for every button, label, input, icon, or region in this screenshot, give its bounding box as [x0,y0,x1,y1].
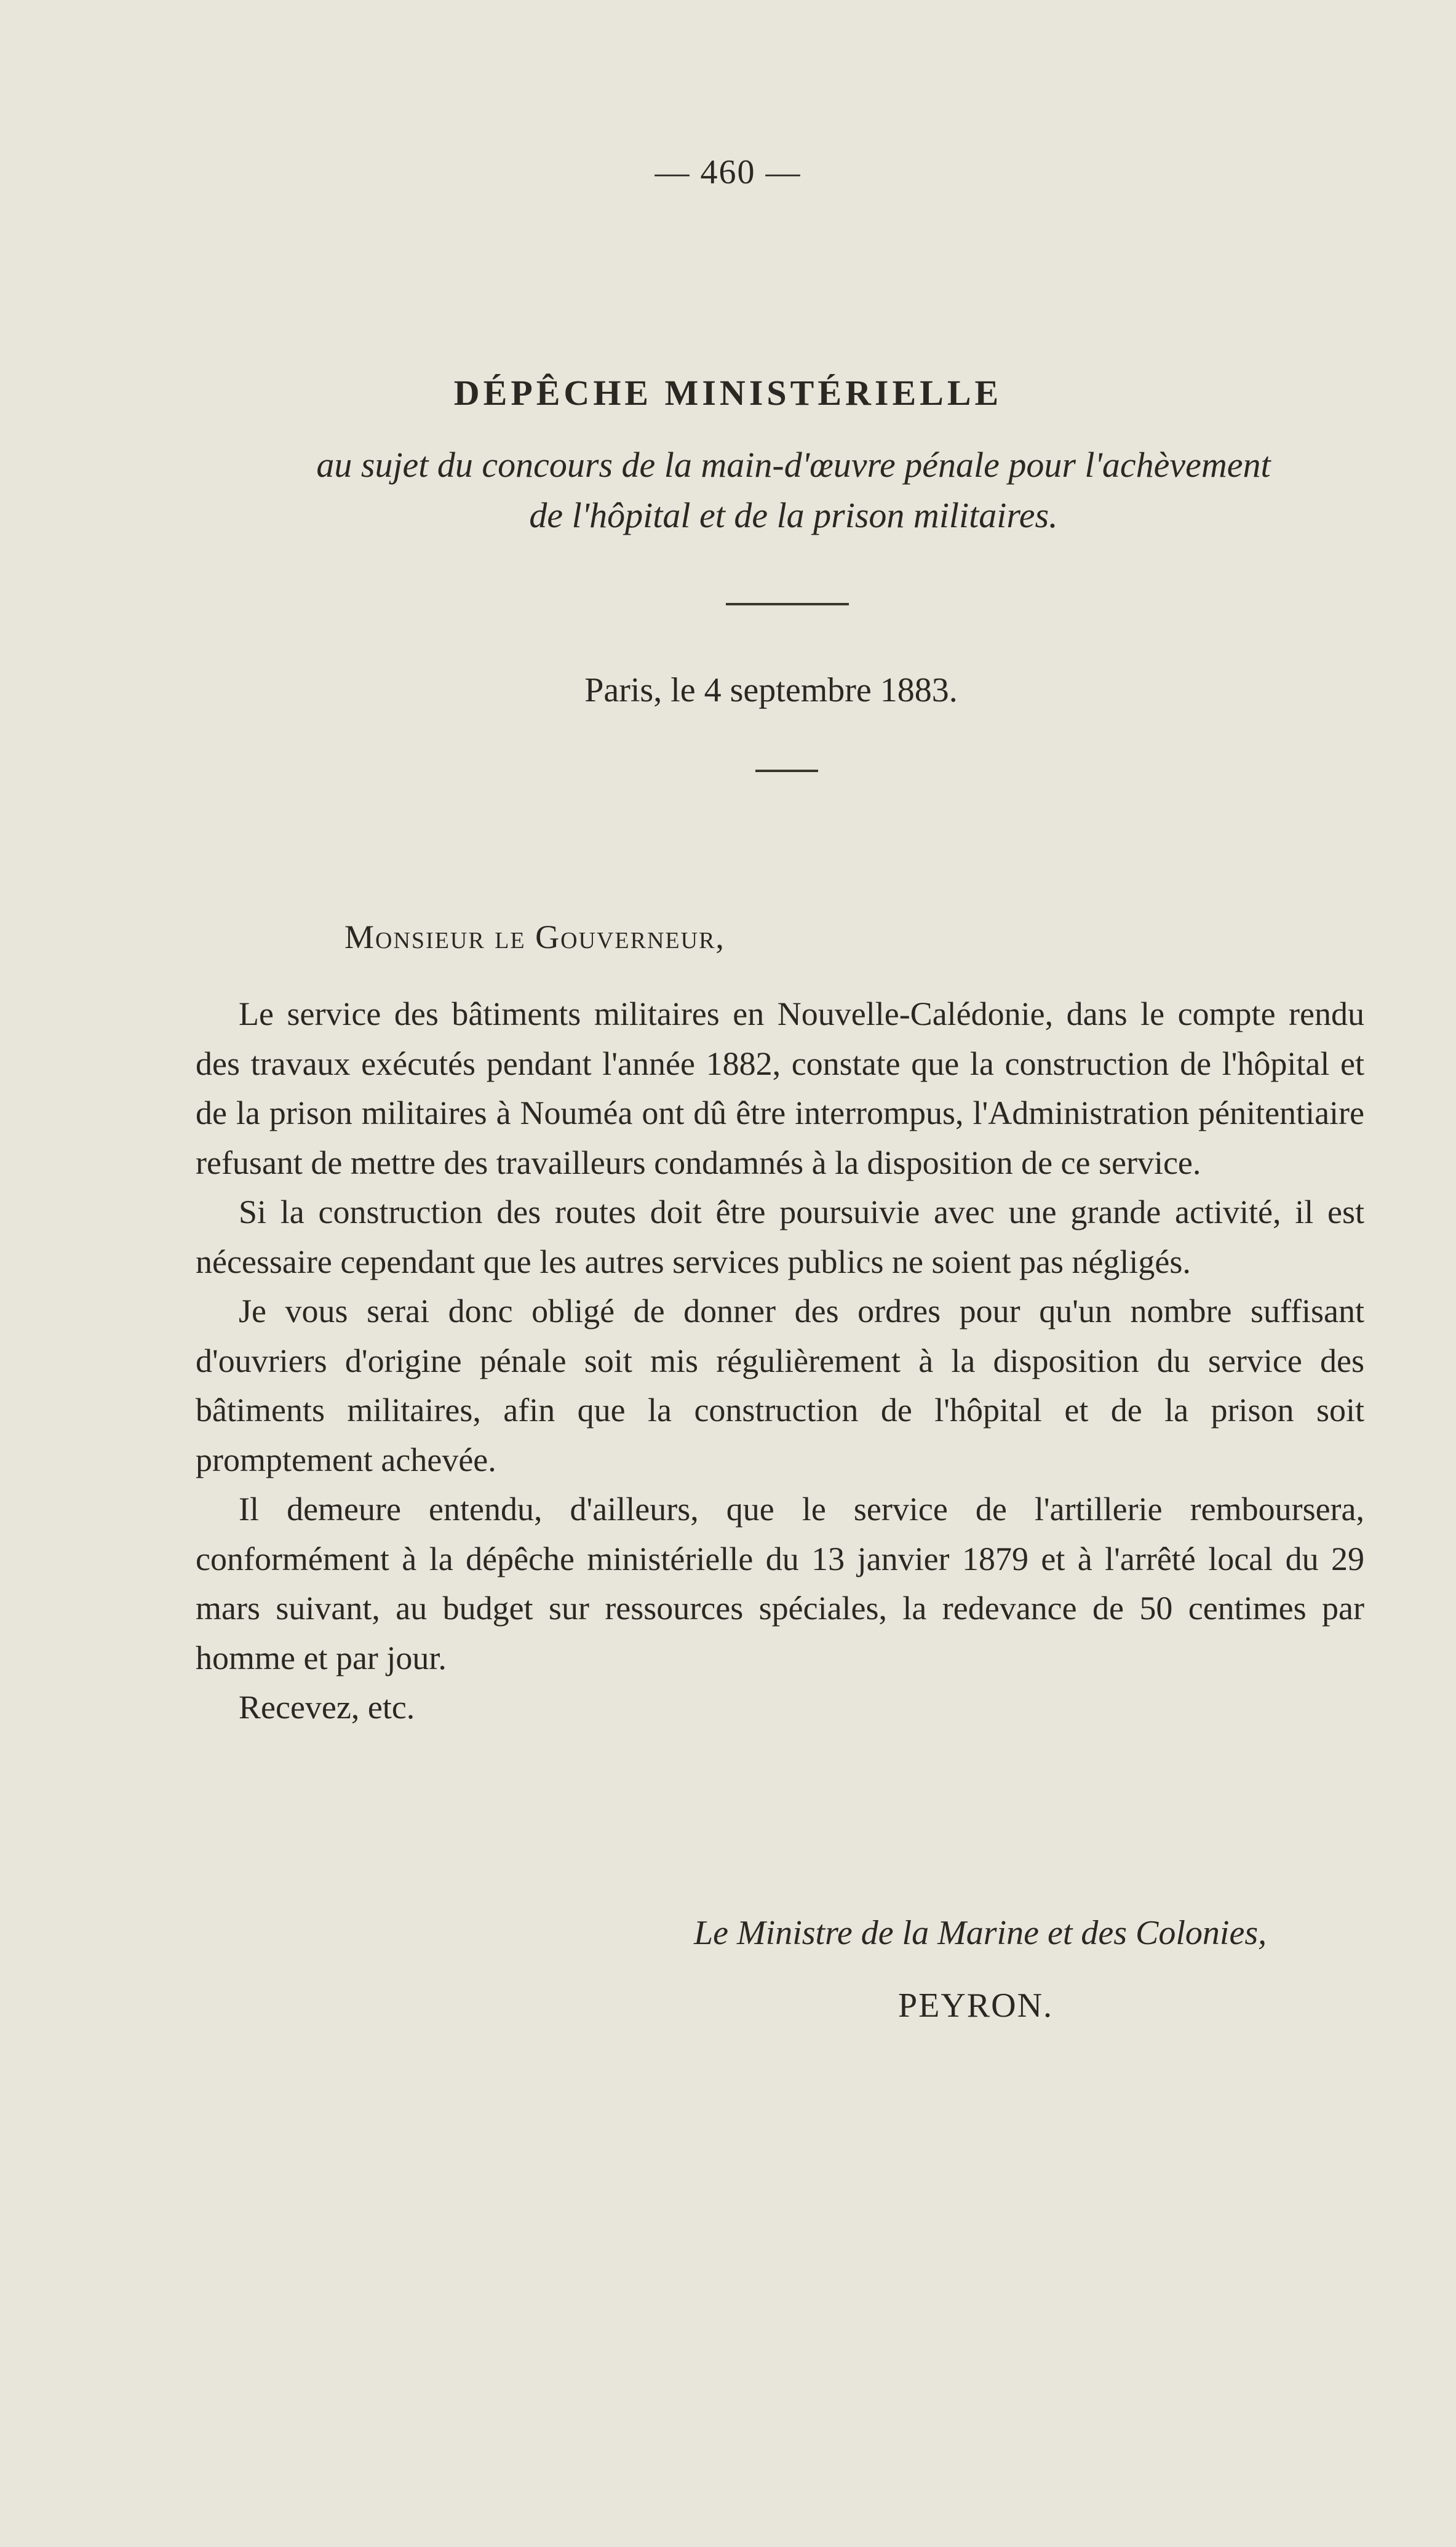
subtitle-line-1: au sujet du concours de la main-d'œuvre pénale pour l'achèvement [316,445,1271,485]
letter-body [196,989,1364,1732]
salutation: Monsieur le Gouverneur, [344,919,725,955]
signature-name: PEYRON. [898,1987,1054,2025]
date-divider [755,770,818,772]
dateline: Paris, le 4 septembre 1883. [584,671,958,709]
paragraph: Si la construction des routes doit être poursuivie avec une grande activité, il est nécessaire cependant que les autres services publics ne soient pas négligés. [196,1194,1364,1280]
document-title: DÉPÊCHE MINISTÉRIELLE [453,373,1003,413]
paragraph: Recevez, etc. [239,1689,415,1726]
page-number: — 460 — [654,153,802,191]
signature-role: Le Ministre de la Marine et des Colonies, [694,1914,1267,1952]
paragraph: Il demeure entendu, d'ailleurs, que le service de l'artillerie remboursera, conformément à la dépêche ministérielle du 13 janvier 1879 et à l'arrêté local du 29 mars suivant, au budget sur ressources spéciales, la redevance de 50 centimes par homme et par jour. [196,1491,1364,1676]
title-divider [726,603,849,605]
subtitle-line-2: de l'hôpital et de la prison militaires. [529,495,1058,535]
paragraph: Je vous serai donc obligé de donner des ordres pour qu'un nombre suffisant d'ouvriers d'origine pénale soit mis régulièrement à la disposition du service des bâtiments militaires, afin que la construction de l'hôpital et de la prison soit promptement achevée. [196,1293,1364,1478]
paragraph: Le service des bâtiments militaires en Nouvelle-Calédonie, dans le compte rendu des travaux exécutés pendant l'année 1882, constate que la construction de l'hôpital et de la prison militaires à Nouméa ont dû être interrompus, l'Administration pénitentiaire refusant de mettre des travailleurs condamnés à la disposition de ce service. [196,995,1364,1181]
document-subtitle [246,440,1341,541]
